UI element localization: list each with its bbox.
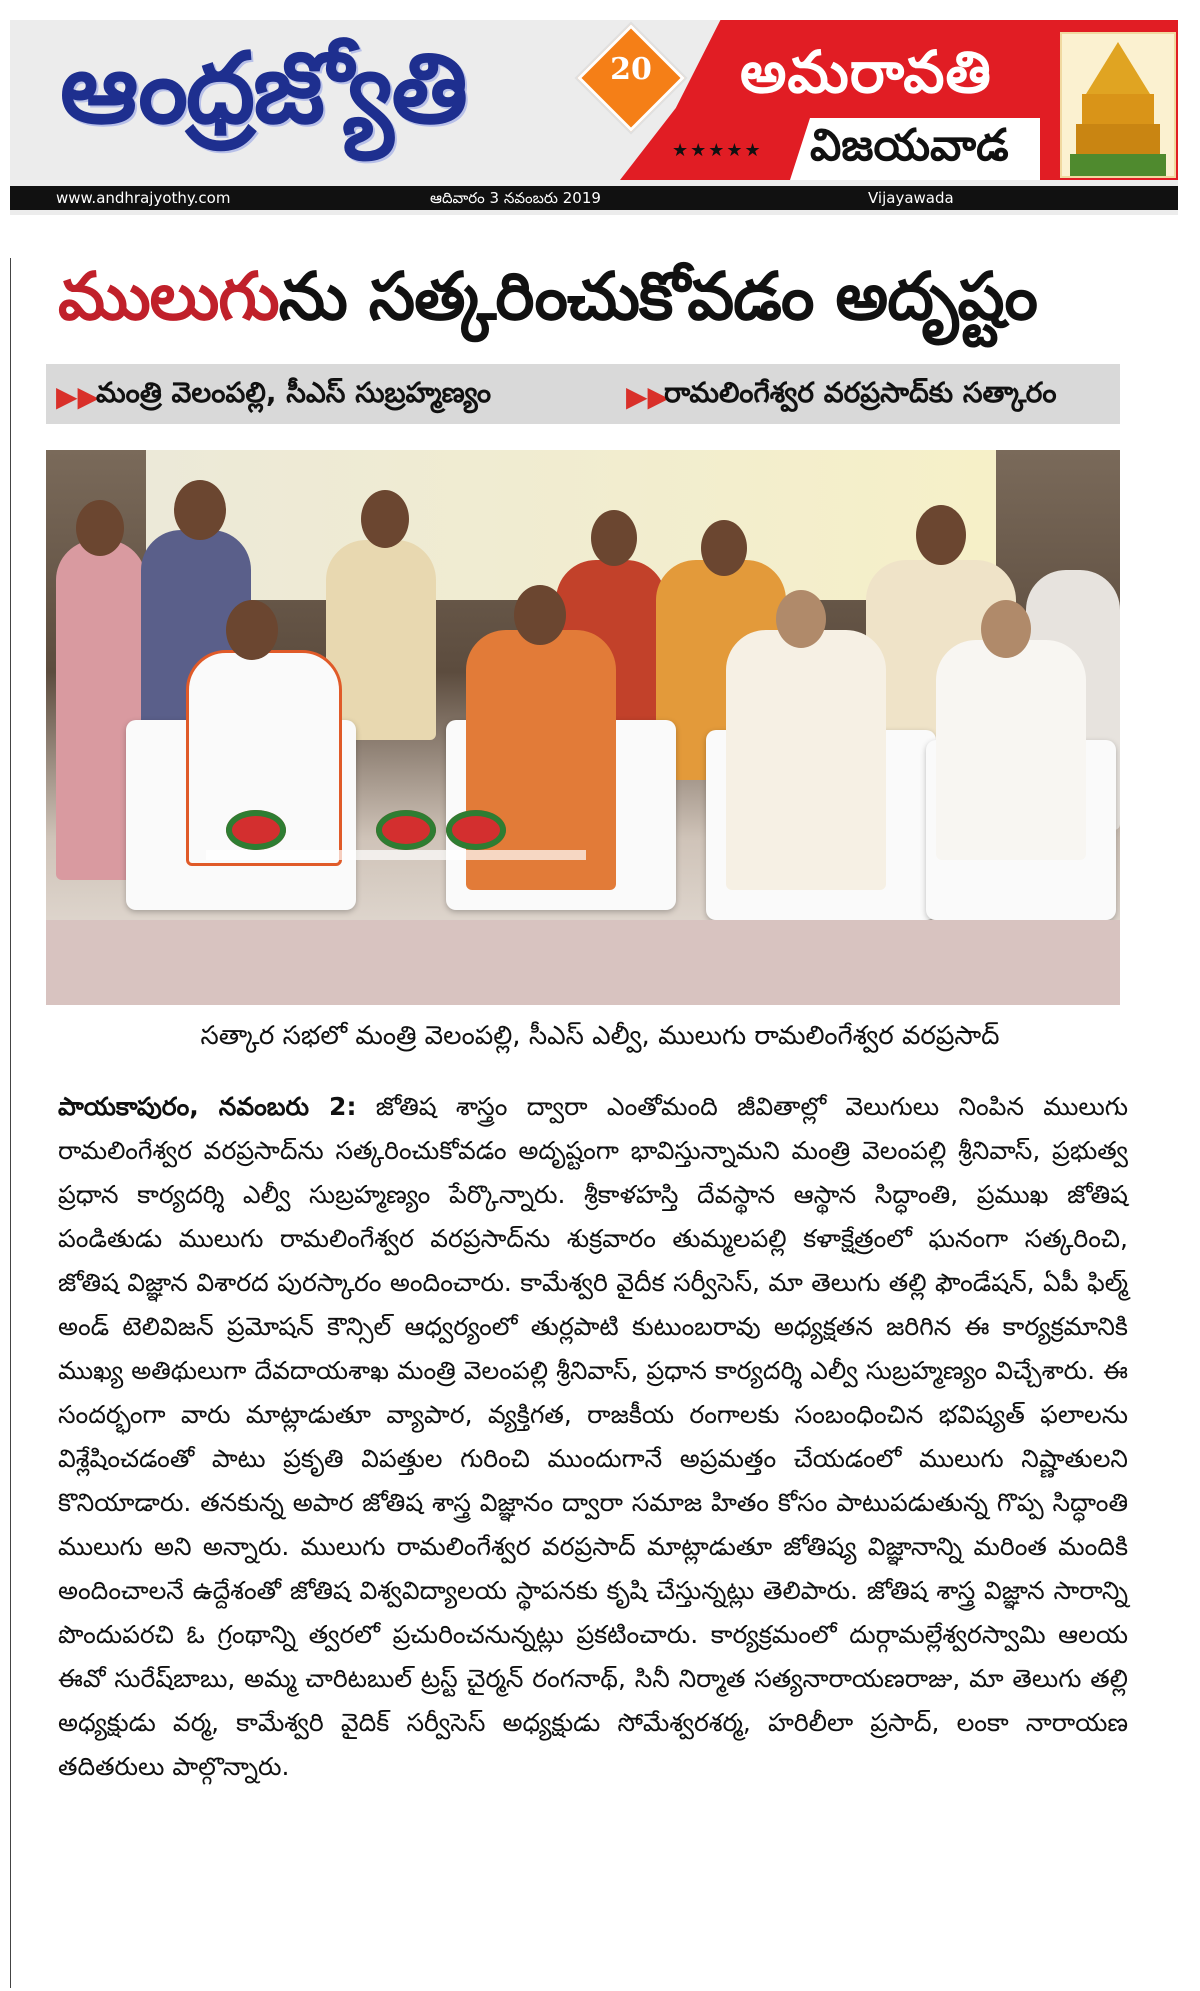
chevron-icon: ▶▶ <box>626 380 670 413</box>
photo-caption: సత్కార సభలో మంత్రి వెలంపల్లి, సీఎస్ ఎల్వీ, ములుగు రామలింగేశ్వర వరప్రసాద్ <box>200 1021 1000 1051</box>
person-head <box>591 510 637 566</box>
edition-city: విజయవాడ <box>810 120 1009 171</box>
page-number: 20 <box>610 52 652 87</box>
article-body <box>58 1085 1128 1789</box>
website-link[interactable]: www.andhrajyothy.com <box>56 189 231 207</box>
subheadline-2: రామలింగేశ్వర వరప్రసాద్‌కు సత్కారం <box>664 376 1057 409</box>
flower-bouquet <box>226 810 286 850</box>
person-seated <box>936 640 1086 860</box>
person-head <box>916 505 966 565</box>
person-head <box>981 600 1031 658</box>
person-head <box>76 500 124 556</box>
person-head <box>514 585 566 645</box>
info-bar <box>10 186 1178 210</box>
person-seated <box>726 630 886 890</box>
headline-text: ను సత్కరించుకోవడం అదృష్టం <box>278 258 1037 335</box>
person-head <box>776 590 826 648</box>
issue-place: Vijayawada <box>868 189 954 207</box>
event-photo <box>46 450 1120 1005</box>
temple-image <box>1060 32 1176 178</box>
issue-date: ఆదివారం 3 నవంబరు 2019 <box>430 189 601 207</box>
person-head <box>226 600 278 660</box>
newspaper-logo: ఆంధ్రజ్యోతి <box>60 32 467 146</box>
edition-stars: ★★★★★ <box>672 140 763 161</box>
person-standing <box>326 540 436 740</box>
headline-highlight: ములుగు <box>58 258 279 335</box>
person-head <box>701 520 747 576</box>
article-text: జోతిష శాస్త్రం ద్వారా ఎంతోమంది జీవితాల్లో వెలుగులు నింపిన ములుగు రామలింగేశ్వర వరప్రసాద్‌ను సత్కరించుకోవడం అదృష్టంగా భావిస్తున్నామని మంత్రి వెలంపల్లి శ్రీనివాస్, ప్రభుత్వ ప్రధాన కార్యదర్శి ఎల్వీ సుబ్రహ్మణ్యం పేర్కొన్నారు. శ్రీకాళహస్తి దేవస్థాన ఆస్థాన సిద్ధాంతి, ప్రముఖ జోతిష పండితుడు ములుగు రామలింగేశ్వర వరప్రసాద్‌ను శుక్రవారం తుమ్మలపల్లి కళాక్షేత్రంలో ఘనంగా సత్కరించి, జోతిష విజ్ఞాన విశారద పురస్కారం అందించారు. కామేశ్వరి వైదీక సర్వీసెస్, మా తెలుగు తల్లి ఫౌండేషన్, ఏపీ ఫిల్మ్ అండ్ టెలివిజన్ ప్రమోషన్ కౌన్సిల్ ఆధ్వర్యంలో తుర్లపాటి కుటుంబరావు అధ్యక్షతన జరిగిన ఈ కార్యక్రమానికి ముఖ్య అతిథులుగా దేవదాయశాఖ మంత్రి వెలంపల్లి శ్రీనివాస్, ప్రధాన కార్యదర్శి ఎల్వీ సుబ్రహ్మణ్యం విచ్చేశారు. ఈ సందర్భంగా వారు మాట్లాడుతూ వ్యాపార, వ్యక్తిగత, రాజకీయ రంగాలకు సంబంధించిన భవిష్యత్ ఫలాలను విశ్లేషించడంతో పాటు ప్రకృతి విపత్తుల గురించి ముందుగానే అప్రమత్తం చేయడంలో ములుగు నిష్ణాతులని కొనియాడారు. తనకున్న అపార జోతిష శాస్త్ర విజ్ఞానం ద్వారా సమాజ హితం కోసం పాటుపడుతున్న గొప్ప సిద్ధాంతి ములుగు అని అన్నారు. ములుగు రామలింగేశ్వర వరప్రసాద్ మాట్లాడుతూ జోతిష్య విజ్ఞానాన్ని మరింత మందికి అందించాలనే ఉద్దేశంతో జోతిష విశ్వవిద్యాలయ స్థాపనకు కృషి చేస్తున్నట్లు తెలిపారు. జోతిష శాస్త్ర విజ్ఞాన సారాన్ని పొందుపరచి ఓ గ్రంథాన్ని త్వరలో ప్రచురించనున్నట్లు ప్రకటించారు. కార్యక్రమంలో దుర్గామల్లేశ్వరస్వామి ఆలయ ఈవో సురేష్‌బాబు, అమ్మ చారిటబుల్ ట్రస్ట్ చైర్మన్ రంగనాథ్, సినీ నిర్మాత సత్యనారాయణరాజు, మా తెలుగు తల్లి అధ్యక్షుడు వర్మ, కామేశ్వరి వైదిక్ సర్వీసెస్ అధ్యక్షుడు సోమేశ్వరశర్మ, హరిలీలా ప్రసాద్, లంకా నారాయణ తదితరులు పాల్గొన్నారు. <box>58 1092 1128 1781</box>
edition-name: అమరావతి <box>740 38 992 106</box>
article-dateline: పాయకాపురం, నవంబరు 2: <box>58 1092 357 1121</box>
headline <box>58 258 1037 351</box>
flower-bouquet <box>446 810 506 850</box>
glass-table <box>206 850 586 860</box>
flower-bouquet <box>376 810 436 850</box>
person-head <box>174 480 226 540</box>
chevron-icon: ▶▶ <box>56 380 100 413</box>
stage-floor <box>46 920 1120 1005</box>
subheadline-bar <box>46 364 1120 424</box>
column-rule <box>10 258 11 1988</box>
subheadline-1: మంత్రి వెలంపల్లి, సీఎస్ సుబ్రహ్మణ్యం <box>96 376 492 409</box>
person-head <box>361 490 409 548</box>
